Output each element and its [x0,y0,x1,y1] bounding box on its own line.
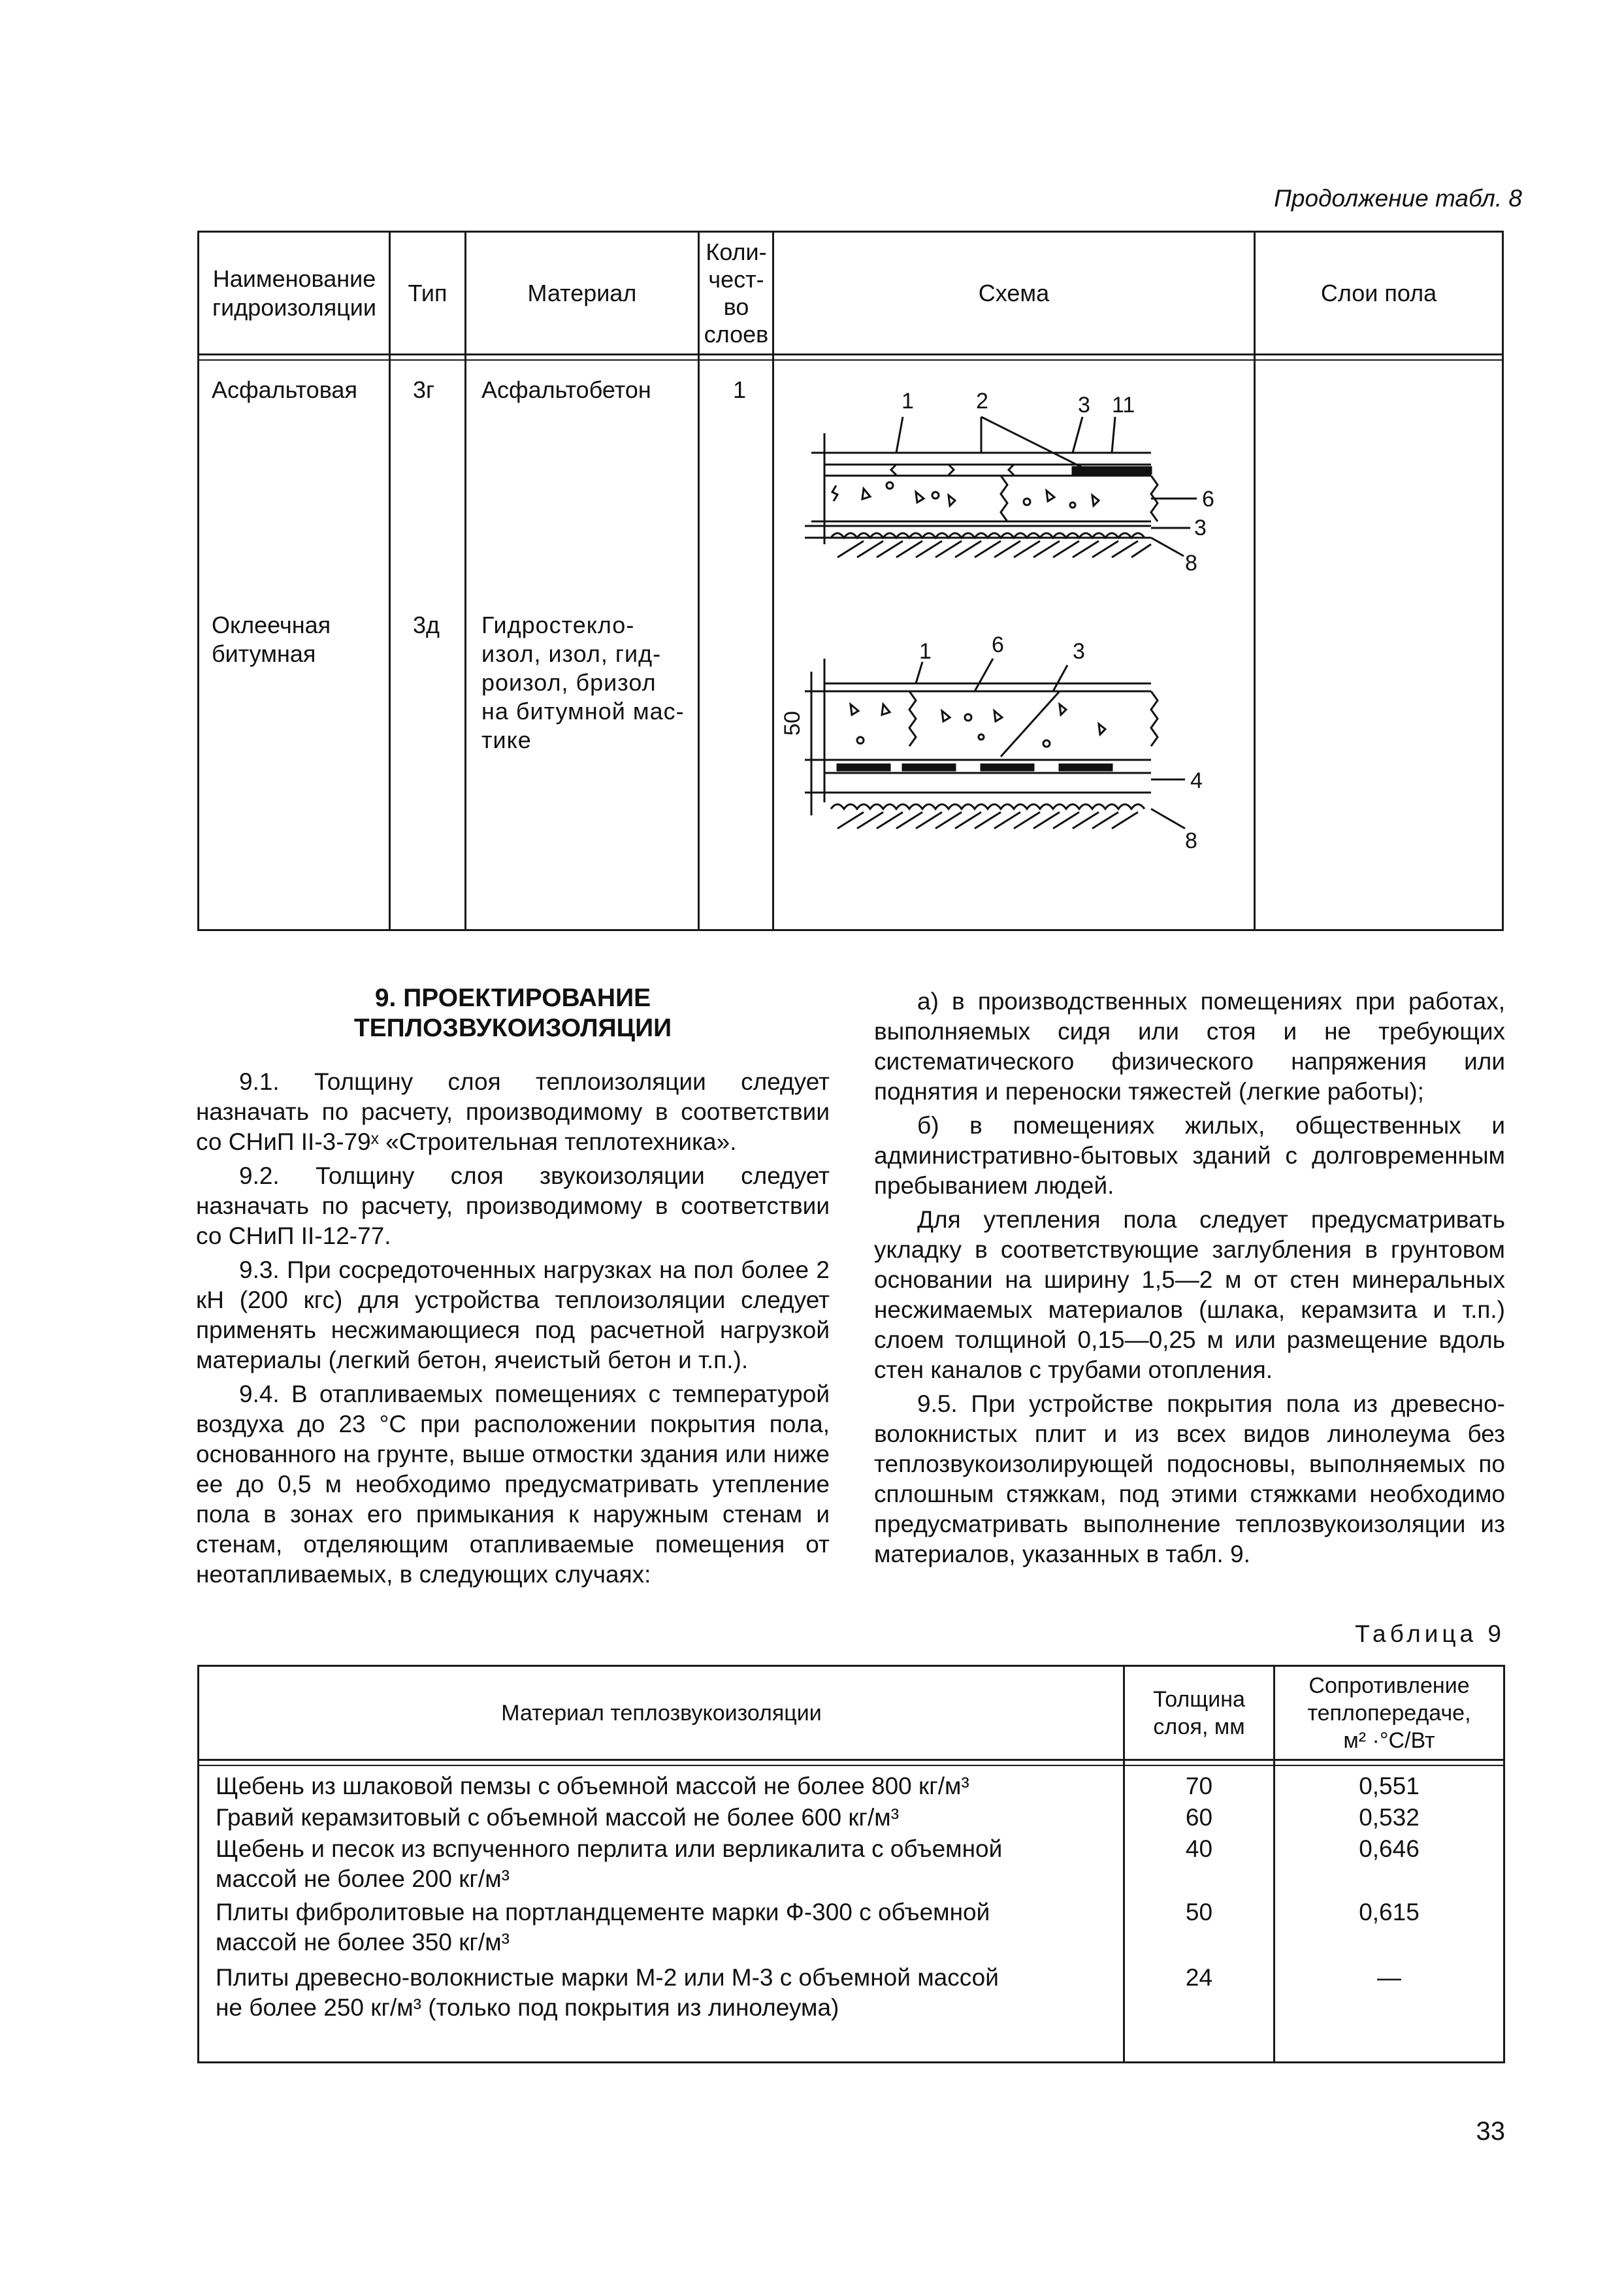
row-asphalt-layers: 1 [733,376,747,403]
row-asphalt-material: Асфальтобетон [481,376,651,403]
page-number: 33 [1476,2117,1505,2146]
table-row-thickness: 24 [1185,1964,1213,1991]
header-resistance: Сопротивление теплопередаче, м² ·°С/Вт [1307,1673,1471,1753]
table-row-resistance: 0,551 [1359,1773,1420,1799]
table-9 [197,1665,1505,2063]
table-row-thickness: 50 [1185,1899,1213,1925]
scheme1-label-11: 11 [1112,393,1135,418]
bitumen-floor-scheme [780,632,1256,907]
scheme1-label-3b: 3 [1194,516,1207,540]
table-border-right [1502,231,1504,931]
table-9-caption: Таблица 9 [1355,1620,1505,1647]
row-asphalt-type: 3г [413,376,435,403]
row-bitumen-material: Гидростекло- изол, изол, гид- роизол, бризол на битумной мас- тике [481,612,685,753]
table-row-resistance: 0,646 [1359,1835,1420,1862]
table-row-material: Щебень и песок из вспученного перлита или верликалита с объемной массой не более 200 кг/м³ [216,1835,1003,1892]
header-divider [197,1759,1505,1761]
column-divider [698,231,700,931]
table-row-thickness: 70 [1185,1773,1213,1799]
left-column-text [196,1067,830,1594]
paragraph: 9.4. В отапливаемых помещениях с температурой воздуха до 23 °С при расположении покрытия пола, основанного на грунте, выше отмостки здания или ниже ее до 0,5 м необходимо предусматривать утепление пола в зонах его примыкания к наружным стенам и стенам, отделяющим отапливаемые помещения от неотапливаемых, в следующих случаях: [196,1381,830,1588]
table-border-top [197,1665,1505,1667]
header-material: Материал теплозвукоизоляции [501,1701,822,1726]
scheme1-label-6: 6 [1202,487,1214,512]
paragraph: а) в производственных помещениях при работах, выполняемых сидя или стоя и не требующих систематического физического напряжения или поднятия и переноски тяжестей (легкие работы); [874,988,1505,1105]
header-divider [197,353,1504,355]
scheme2-label-4: 4 [1190,768,1203,793]
paragraph: б) в помещениях жилых, общественных и административно-бытовых зданий с долговременным пребыванием людей. [874,1112,1505,1199]
row-bitumen-name: Оклеечная битумная [212,612,331,667]
table-border-right [1503,1665,1505,2063]
header-divider [197,1765,1505,1766]
table-row-resistance: 0,615 [1359,1899,1420,1925]
scheme1-label-8: 8 [1185,551,1197,576]
paragraph: Для утепления пола следует предусматривать укладку в соответствующие заглубления в грунтовом основании на ширину 1,5—2 м от стен минеральных несжимаемых материалов (шлака, керамзита и т.п.) слоем толщиной 0,15—0,25 м или размещение вдоль стен каналов с трубами отопления. [874,1206,1505,1383]
table-row-resistance: — [1377,1964,1401,1991]
right-column-text [874,987,1505,1573]
table-border-top [197,231,1504,233]
table-row-resistance: 0,532 [1359,1804,1420,1831]
header-floor-layers: Слои пола [1320,280,1437,306]
scheme2-dimension: 50 [780,711,805,736]
table-row-material: Щебень из шлаковой пемзы с объемной массой не более 800 кг/м³ [216,1773,969,1799]
header-layers-count: Коли- чест- во слоев [704,238,769,348]
scheme2-label-6: 6 [992,632,1004,657]
table-border-left [197,1665,199,2063]
header-thickness: Толщина слоя, мм [1153,1687,1245,1739]
table-row-thickness: 60 [1185,1804,1213,1831]
header-name: Наименование гидроизоляции [212,265,377,321]
table-row-material: Плиты фибролитовые на портландцементе марки Ф-300 с объемной массой не более 350 кг/м³ [216,1899,990,1956]
table-row-thickness: 40 [1185,1835,1213,1862]
header-type: Тип [408,280,447,306]
header-material: Материал [527,280,637,306]
paragraph: 9.3. При сосредоточенных нагрузках на пол более 2 кН (200 кгс) для устройства теплоизоляции следует применять несжимающиеся под расчетной нагрузкой материалы (легкий бетон, ячеистый бетон и т.п.). [196,1256,830,1373]
row-bitumen-type: 3д [413,612,440,638]
table-border-left [197,231,199,931]
table-row-material: Гравий керамзитовый с объемной массой не более 600 кг/м³ [216,1804,900,1831]
paragraph: 9.5. При устройстве покрытия пола из древесно-волокнистых плит и из всех видов линолеума без теплозвукоизолирующей подосновы, выполняемых по сплошным стяжкам, под этими стяжками необходимо предусматривать выполнение теплозвукоизоляции из материалов, указанных в табл. 9. [874,1390,1505,1567]
table-border-bottom [197,929,1504,931]
table-8 [197,231,1504,931]
row-asphalt-name: Асфальтовая [212,376,357,403]
scheme1-label-2: 2 [976,389,988,414]
table-row-material: Плиты древесно-волокнистые марки М-2 или М-3 с объемной массой не более 250 кг/м³ (только под покрытия из линолеума) [216,1964,999,2021]
scheme2-label-1: 1 [919,639,932,664]
paragraph: 9.2. Толщину слоя звукоизоляции следует назначать по расчету, производимому в соответствии со СНиП II-12-77. [196,1162,830,1249]
table-continuation-label: Продолжение табл. 8 [1274,185,1522,212]
scheme2-label-8: 8 [1185,828,1197,853]
asphalt-floor-scheme [785,381,1256,597]
header-divider [197,359,1504,361]
section-heading: 9. ПРОЕКТИРОВАНИЕ ТЕПЛОЗВУКОИЗОЛЯЦИИ [353,984,672,1042]
scheme2-label-3: 3 [1073,639,1085,664]
table-border-bottom [197,2061,1505,2063]
scheme1-label-3: 3 [1078,393,1090,418]
header-scheme: Схема [978,280,1050,306]
paragraph: 9.1. Толщину слоя теплоизоляции следует назначать по расчету, производимому в соответствии со СНиП II-3-79ˣ «Строительная теплотехника». [196,1068,830,1155]
scheme1-label-1: 1 [901,389,914,414]
